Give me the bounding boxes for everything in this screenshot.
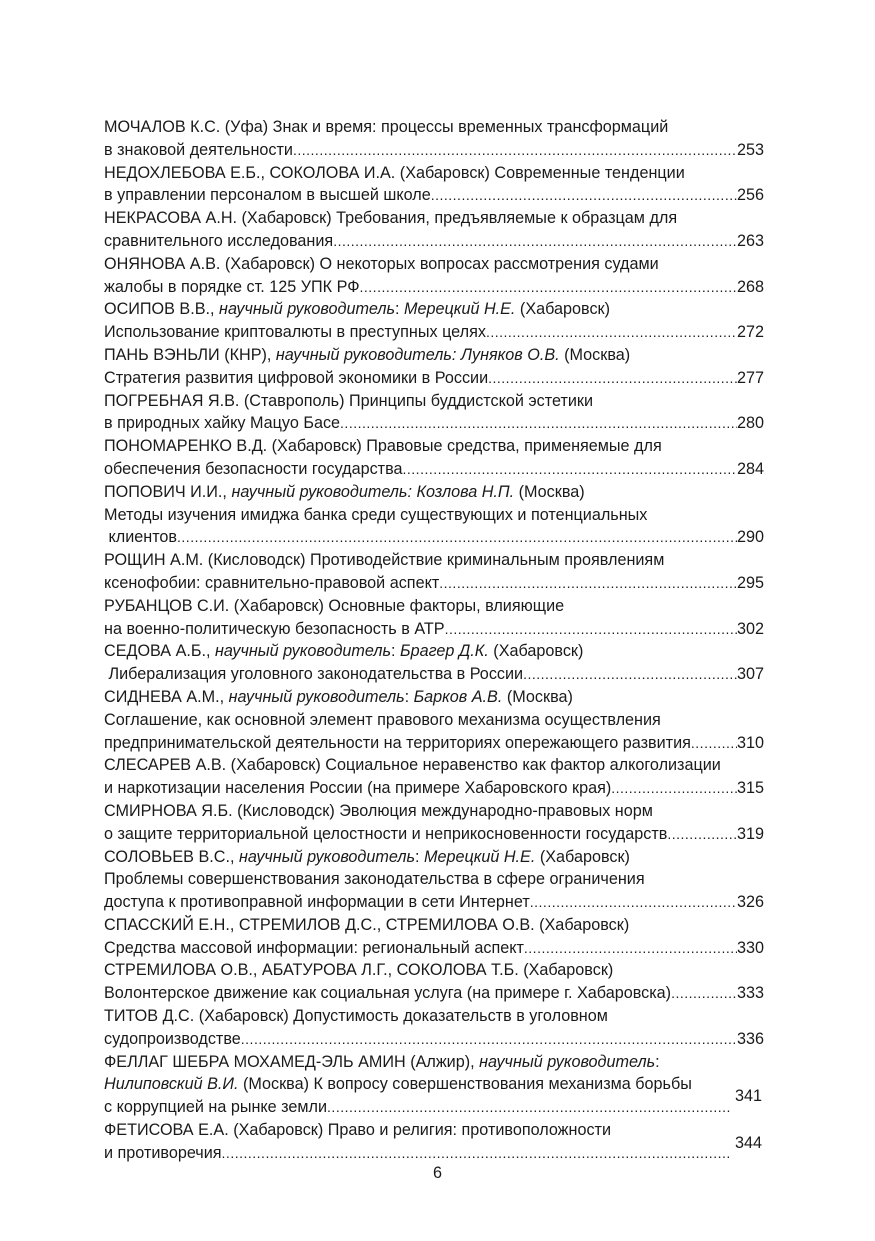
entry-title-cont: Средства массовой информации: региональный аспект	[104, 938, 524, 957]
entry-title-line: Проблемы совершенствования законодательства в сфере ограничения	[104, 870, 645, 889]
entry-title-text: (Москва) К вопросу совершенствования механизма борьбы	[238, 1075, 692, 1094]
entry-leader-line	[104, 230, 764, 253]
entry-author: СОЛОВЬЕВ В.С.,	[104, 847, 239, 866]
page-ref: 280	[736, 414, 764, 433]
toc-entry	[104, 846, 764, 914]
separator: :	[395, 300, 405, 319]
entry-leader-line	[104, 663, 764, 686]
entry-city: (Хабаровск)	[515, 300, 611, 319]
entry-city: (Москва)	[559, 345, 631, 364]
dot-leader	[523, 663, 737, 686]
entry-title-cont: в знаковой деятельности	[104, 140, 293, 159]
entry-title-line: СЛЕСАРЕВ А.В. (Хабаровск) Социальное неравенство как фактор алкоголизации	[104, 756, 721, 775]
toc-entry	[104, 959, 764, 1005]
toc-entry	[104, 298, 764, 344]
entry-title-line: НЕКРАСОВА А.Н. (Хабаровск) Требования, предъявляемые к образцам для	[104, 209, 678, 228]
toc-entry	[104, 914, 764, 960]
entry-leader-line	[104, 1028, 764, 1051]
page-ref: 330	[736, 938, 764, 957]
supervisor-name: Мерецкий Н.Е.	[404, 300, 516, 319]
entry-leader-line	[104, 618, 764, 641]
toc-entry	[104, 207, 764, 253]
page-ref: 315	[736, 779, 764, 798]
page-ref: 326	[736, 893, 764, 912]
toc-entry	[104, 640, 764, 686]
entry-title-line: ПОГРЕБНАЯ Я.В. (Ставрополь) Принципы буддистской эстетики	[104, 391, 594, 410]
entry-leader-line	[104, 732, 764, 755]
toc-entry	[104, 1119, 764, 1165]
dot-leader	[486, 321, 737, 344]
entry-leader-line	[104, 572, 764, 595]
entry-title-line	[104, 686, 764, 709]
dot-leader	[360, 276, 737, 299]
supervisor-label: научный руководитель	[238, 847, 415, 866]
toc-entry	[104, 481, 764, 549]
entry-leader-line	[104, 982, 764, 1005]
entry-title-line	[104, 1073, 764, 1096]
entry-leader-line	[104, 458, 764, 481]
separator: :	[655, 1052, 660, 1071]
page-ref: 341	[734, 1086, 762, 1105]
page-number: 6	[432, 1164, 442, 1182]
entry-title-cont: ксенофобии: сравнительно-правовой аспект	[104, 573, 440, 592]
entry-title-cont: Стратегия развития цифровой экономики в России	[104, 368, 489, 387]
entry-leader-line	[104, 823, 764, 846]
entry-title-line: ОНЯНОВА А.В. (Хабаровск) О некоторых вопросах рассмотрения судами	[104, 254, 659, 273]
entry-title-line: ТИТОВ Д.С. (Хабаровск) Допустимость доказательств в уголовном	[104, 1007, 608, 1026]
separator: :	[391, 642, 401, 661]
entry-city: (Москва)	[502, 687, 573, 706]
entry-city: (Хабаровск)	[488, 642, 584, 661]
entry-author: СИДНЕВА А.М.,	[104, 687, 229, 706]
entry-leader-line	[104, 777, 764, 800]
entry-author: ОСИПОВ В.В.,	[104, 300, 220, 319]
page-ref: 284	[736, 459, 764, 478]
entry-city: (Москва)	[514, 482, 585, 501]
entry-title-cont: и противоречия	[104, 1143, 222, 1162]
supervisor-label: научный руководитель	[219, 300, 396, 319]
dot-leader	[445, 618, 737, 641]
entry-author: ПАНЬ ВЭНЬЛИ (КНР),	[104, 345, 276, 364]
supervisor-name: Нилиповский В.И.	[104, 1075, 239, 1094]
entry-title-cont: о защите территориальной целостности и неприкосновенности государств	[104, 824, 668, 843]
toc-entry	[104, 686, 764, 754]
entry-title-cont: обеспечения безопасности государства	[104, 459, 403, 478]
entry-title-cont: на военно-политическую безопасность в АТР	[104, 619, 445, 638]
entry-leader-line	[104, 1096, 764, 1119]
entry-title-cont: доступа к противоправной информации в сети Интернет	[104, 893, 530, 912]
toc-entry	[104, 754, 764, 800]
toc-entry	[104, 800, 764, 846]
entry-title-line: РУБАНЦОВ С.И. (Хабаровск) Основные факторы, влияющие	[104, 596, 565, 615]
dot-leader	[431, 184, 737, 207]
entry-title-cont: сравнительного исследования	[104, 231, 334, 250]
entry-leader-line	[104, 139, 764, 162]
dot-leader	[667, 823, 737, 846]
dot-leader	[333, 230, 737, 253]
page-ref: 307	[736, 665, 764, 684]
table-of-contents	[104, 116, 764, 1165]
entry-title-line: Методы изучения имиджа банка среди существующих и потенциальных	[104, 505, 648, 524]
page-ref: 256	[736, 186, 764, 205]
page-ref: 290	[736, 528, 764, 547]
supervisor-label: научный руководитель: Козлова Н.П.	[231, 482, 515, 501]
entry-title-cont: в управлении персоналом в высшей школе	[104, 186, 431, 205]
entry-title-line	[104, 846, 764, 869]
toc-entry	[104, 1051, 764, 1119]
page-ref: 319	[736, 824, 764, 843]
supervisor-name: Брагер Д.К.	[400, 642, 489, 661]
entry-title-cont: с коррупцией на рынке земли	[104, 1098, 328, 1117]
entry-title-line: СМИРНОВА Я.Б. (Кисловодск) Эволюция международно-правовых норм	[104, 801, 653, 820]
supervisor-label: научный руководитель	[479, 1052, 656, 1071]
entry-title-cont: клиентов	[104, 528, 178, 547]
entry-title-line: МОЧАЛОВ К.С. (Уфа) Знак и время: процессы временных трансформаций	[104, 118, 669, 136]
toc-entry	[104, 344, 764, 390]
entry-leader-line	[104, 367, 764, 390]
entry-title-line	[104, 1051, 764, 1074]
toc-entry	[104, 549, 764, 595]
page-ref: 336	[736, 1029, 764, 1048]
entry-title-line: ФЕТИСОВА Е.А. (Хабаровск) Право и религия: противоположности	[104, 1121, 612, 1140]
entry-title-line: НЕДОХЛЕБОВА Е.Б., СОКОЛОВА И.А. (Хабаровск) Современные тенденции	[104, 163, 685, 182]
page-ref: 344	[734, 1134, 762, 1153]
entry-leader-line	[104, 526, 764, 549]
dot-leader	[241, 1028, 737, 1051]
separator: :	[404, 687, 414, 706]
entry-title-cont: предпринимательской деятельности на территориях опережающего развития	[104, 733, 691, 752]
toc-entry	[104, 116, 764, 162]
entry-leader-line	[104, 184, 764, 207]
toc-entry	[104, 1005, 764, 1051]
entry-leader-line	[104, 937, 764, 960]
entry-title-line: Соглашение, как основной элемент правового механизма осуществления	[104, 710, 661, 729]
dot-leader	[488, 367, 737, 390]
entry-leader-line	[104, 412, 764, 435]
dot-leader	[177, 526, 737, 549]
dot-leader	[611, 777, 737, 800]
page-ref: 268	[736, 277, 764, 296]
entry-title-line: РОЩИН А.М. (Кисловодск) Противодействие криминальным проявлениям	[104, 551, 665, 570]
page-ref: 253	[736, 140, 764, 159]
dot-leader	[671, 982, 737, 1005]
entry-author: ФЕЛЛАГ ШЕБРА МОХАМЕД-ЭЛЬ АМИН (Алжир),	[104, 1052, 480, 1071]
dot-leader	[524, 937, 737, 960]
entry-title-cont: судопроизводстве	[104, 1029, 241, 1048]
entry-title-line	[104, 298, 764, 321]
supervisor-name: Мерецкий Н.Е.	[423, 847, 536, 866]
entry-leader-line	[104, 276, 764, 299]
supervisor-label: научный руководитель: Луняков О.В.	[275, 345, 560, 364]
entry-title-line: СТРЕМИЛОВА О.В., АБАТУРОВА Л.Г., СОКОЛОВА Т.Б. (Хабаровск)	[104, 961, 614, 980]
page-ref: 302	[736, 619, 764, 638]
dot-leader	[327, 1096, 732, 1119]
dot-leader	[403, 458, 737, 481]
page-ref: 272	[736, 323, 764, 342]
dot-leader	[691, 732, 737, 755]
dot-leader	[340, 412, 737, 435]
entry-title-cont: в природных хайку Мацуо Басе	[104, 414, 341, 433]
page-ref: 295	[736, 573, 764, 592]
supervisor-label: научный руководитель	[215, 642, 392, 661]
entry-leader-line	[104, 321, 764, 344]
entry-title-cont: Волонтерское движение как социальная услуга (на примере г. Хабаровска)	[104, 984, 672, 1003]
page-ref: 333	[736, 984, 764, 1003]
entry-city: (Хабаровск)	[535, 847, 630, 866]
separator: :	[414, 847, 424, 866]
entry-title-cont: Использование криптовалюты в преступных целях	[104, 323, 486, 342]
entry-title-line	[104, 344, 764, 367]
entry-title-line: ПОНОМАРЕНКО В.Д. (Хабаровск) Правовые средства, применяемые для	[104, 437, 662, 456]
entry-title-cont: Либерализация уголовного законодательства в России	[104, 665, 524, 684]
entry-author: ПОПОВИЧ И.И.,	[104, 482, 232, 501]
page-ref: 277	[736, 368, 764, 387]
toc-entry	[104, 162, 764, 208]
dot-leader	[439, 572, 737, 595]
entry-title-line	[104, 640, 764, 663]
page-ref: 263	[736, 231, 764, 250]
toc-entry	[104, 390, 764, 436]
dot-leader	[293, 139, 737, 162]
entry-title-cont: жалобы в порядке ст. 125 УПК РФ	[104, 277, 360, 296]
supervisor-name: Барков А.В.	[413, 687, 503, 706]
page-ref: 310	[736, 733, 764, 752]
supervisor-label: научный руководитель	[228, 687, 405, 706]
toc-entry	[104, 595, 764, 641]
dot-leader	[530, 891, 737, 914]
entry-title-line	[104, 481, 764, 504]
toc-entry	[104, 435, 764, 481]
entry-title-cont: и наркотизации населения России (на примере Хабаровского края)	[104, 779, 612, 798]
entry-author: СЕДОВА А.Б.,	[104, 642, 216, 661]
toc-entry	[104, 253, 764, 299]
entry-title-line: СПАССКИЙ Е.Н., СТРЕМИЛОВ Д.С., СТРЕМИЛОВА О.В. (Хабаровск)	[104, 915, 630, 934]
entry-leader-line	[104, 891, 764, 914]
